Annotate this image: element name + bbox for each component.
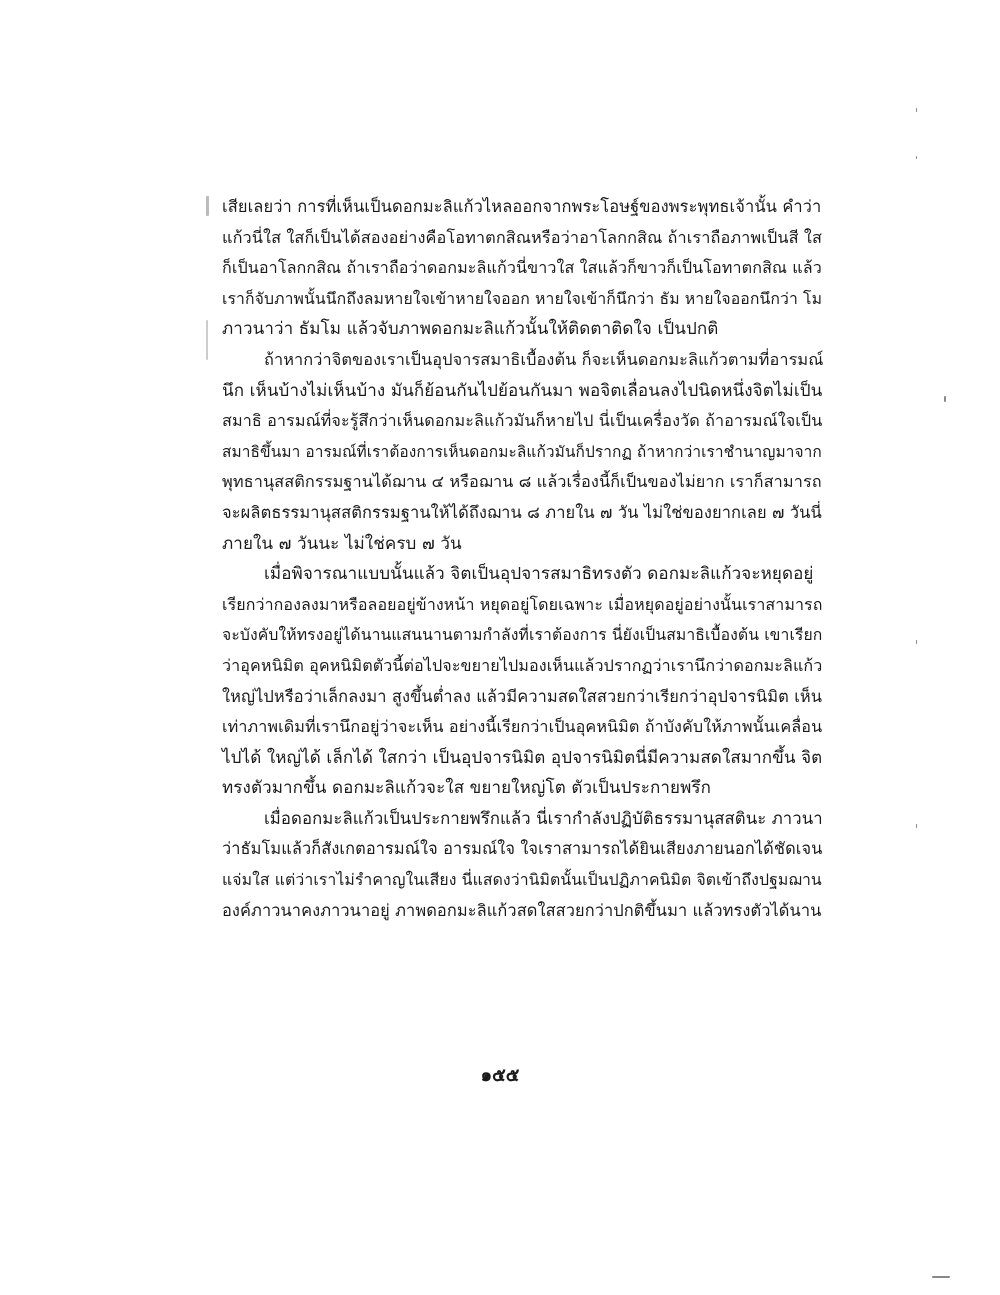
text-line: ว่าธัมโมแล้วก็สังเกตอารมณ์ใจ อารมณ์ใจ ใจเราสามารถได้ยินเสียงภายนอกได้ชัดเจน <box>222 839 823 859</box>
scan-speck <box>206 320 208 360</box>
text-line: จะบังคับให้ทรงอยู่ได้นานแสนนานตามกำลังที่เราต้องการ นี่ยังเป็นสมาธิเบื้องต้น เขาเรียก <box>222 625 823 645</box>
text-line: จะผลิตธรรมานุสสติกรรมฐานให้ได้ถึงฌาน ๘ ภายใน ๗ วัน ไม่ใช่ของยากเลย ๗ วันนี่ <box>222 502 822 522</box>
page-number: ๑๕๕ <box>480 1065 520 1086</box>
text-line: ก็เป็นอาโลกกสิณ ถ้าเราถือว่าดอกมะลิแก้วนี่ขาวใส ใสแล้วก็ขาวก็เป็นโอทาตกสิณ แล้ว <box>222 258 822 278</box>
paragraph <box>222 192 822 345</box>
paragraph <box>222 804 822 926</box>
paragraph <box>222 559 822 804</box>
scan-speck <box>916 640 917 644</box>
text-line: ภาวนาว่า ธัมโม แล้วจับภาพดอกมะลิแก้วนั้นให้ติดตาติดใจ เป็นปกติ <box>222 319 719 340</box>
scan-speck <box>206 196 209 216</box>
text-line: ไปได้ ใหญ่ได้ เล็กได้ ใสกว่า เป็นอุปจารนิมิต อุปจารนิมิตนี่มีความสดใสมากขึ้น จิต <box>222 747 823 768</box>
text-line: แก้วนี่ใส ใสก็เป็นได้สองอย่างคือโอทาตกสิณหรือว่าอาโลกกสิณ ถ้าเราถือภาพเป็นสี ใส <box>222 227 822 247</box>
paragraph <box>222 345 822 559</box>
scan-speck <box>916 156 917 159</box>
text-line: องค์ภาวนาคงภาวนาอยู่ ภาพดอกมะลิแก้วสดใสสวยกว่าปกติขึ้นมา แล้วทรงตัวได้นาน <box>222 900 822 920</box>
text-line: เสียเลยว่า การที่เห็นเป็นดอกมะลิแก้วไหลออกจากพระโอษฐ์ของพระพุทธเจ้านั้น คำว่า <box>222 197 822 216</box>
text-line: พุทธานุสสติกรรมฐานได้ฌาน ๔ หรือฌาน ๘ แล้วเรื่องนี้ก็เป็นของไม่ยาก เราก็สามารถ <box>222 472 822 492</box>
text-line: เท่าภาพเดิมที่เรานึกอยู่ว่าจะเห็น อย่างนี้เรียกว่าเป็นอุคหนิมิต ถ้าบังคับให้ภาพนั้นเคลื่อน <box>222 717 823 737</box>
text-line: สมาธิขึ้นมา อารมณ์ที่เราต้องการเห็นดอกมะลิแก้วมันก็ปรากฏ ถ้าหากว่าเราชำนาญมาจาก <box>222 442 822 461</box>
text-line: นึก เห็นบ้างไม่เห็นบ้าง มันก็ย้อนกันไปย้อนกันมา พอจิตเลื่อนลงไปนิดหนึ่งจิตไม่เป็น <box>222 380 823 401</box>
body-text <box>222 192 822 926</box>
text-line: เมื่อดอกมะลิแก้วเป็นประกายพรึกแล้ว นี่เรากำลังปฏิบัติธรรมานุสสตินะ ภาวนา <box>264 808 823 828</box>
text-line: เราก็จับภาพนั้นนึกถึงลมหายใจเข้าหายใจออก หายใจเข้าก็นึกว่า ธัม หายใจออกนึกว่า โม <box>222 288 823 308</box>
text-line: ภายใน ๗ วันนะ ไม่ใช่ครบ ๗ วัน <box>222 533 462 554</box>
scan-speck <box>916 108 917 112</box>
scan-speck <box>932 1276 950 1278</box>
scan-speck <box>916 824 917 828</box>
text-line: ใหญ่ไปหรือว่าเล็กลงมา สูงขึ้นต่ำลง แล้วมีความสดใสสวยกว่าเรียกว่าอุปจารนิมิต เห็น <box>222 686 823 706</box>
text-line: เมื่อพิจารณาแบบนั้นแล้ว จิตเป็นอุปจารสมาธิทรงตัว ดอกมะลิแก้วจะหยุดอยู่ <box>264 564 814 585</box>
text-line: แจ่มใส แต่ว่าเราไม่รำคาญในเสียง นี่แสดงว่านิมิตนั้นเป็นปฏิภาคนิมิต จิตเข้าถึงปฐมฌาน <box>222 870 822 890</box>
scan-speck <box>944 396 946 402</box>
text-line: ถ้าหากว่าจิตของเราเป็นอุปจารสมาธิเบื้องต้น ก็จะเห็นดอกมะลิแก้วตามที่อารมณ์ <box>264 349 824 369</box>
text-line: ว่าอุคหนิมิต อุคหนิมิตตัวนี้ต่อไปจะขยายไปมองเห็นแล้วปรากฏว่าเรานึกว่าดอกมะลิแก้ว <box>222 655 823 675</box>
text-line: ทรงตัวมากขึ้น ดอกมะลิแก้วจะใส ขยายใหญ่โต ตัวเป็นประกายพรึก <box>222 778 712 799</box>
text-line: เรียกว่ากองลงมาหรือลอยอยู่ข้างหน้า หยุดอยู่โดยเฉพาะ เมื่อหยุดอยู่อย่างนั้นเราสามารถ <box>222 594 823 614</box>
text-line: สมาธิ อารมณ์ที่จะรู้สึกว่าเห็นดอกมะลิแก้วมันก็หายไป นี่เป็นเครื่องวัด ถ้าอารมณ์ใจเป็น <box>222 411 823 431</box>
